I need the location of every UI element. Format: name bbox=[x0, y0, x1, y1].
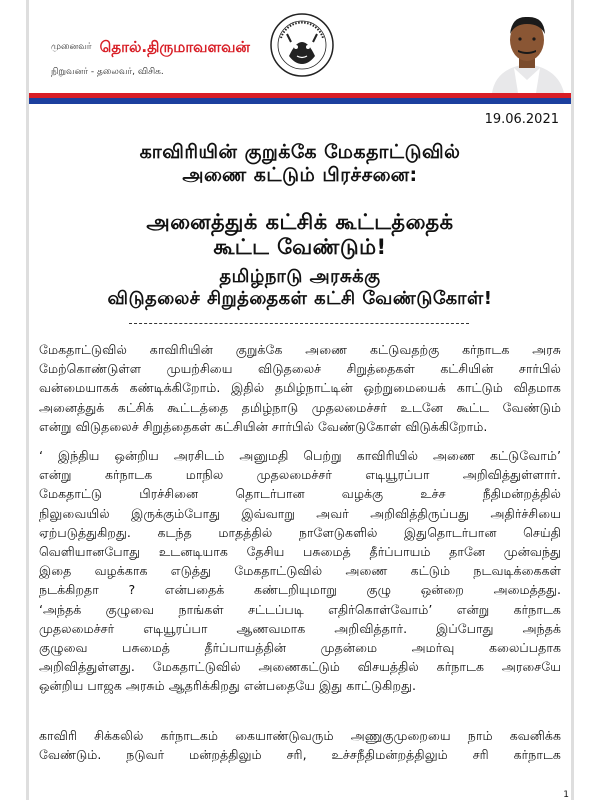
body-paragraph-2 bbox=[39, 446, 561, 695]
body-paragraph-3 bbox=[39, 726, 561, 764]
paragraph-line: வன்மையாகக் கண்டிக்கிறோம். இதில் தமிழ்நாட்டின் ஒற்றுமையைக் காட்டும் விதமாக bbox=[39, 380, 561, 396]
paragraph-line: ஏற்படுத்துகிறது. கடந்த மாதத்தில் நாளேடுகளில் இதுதொடர்பான செய்தி bbox=[39, 524, 561, 540]
headline-tertiary bbox=[29, 266, 571, 309]
letterhead-blue-stripe bbox=[29, 98, 571, 104]
letterhead-name-row bbox=[51, 37, 250, 58]
paragraph-line: ‘ இந்திய ஒன்றிய அரசிடம் அனுமதி பெற்று காவிரியில் அணை கட்டுவோம்’ bbox=[39, 448, 561, 463]
leader-name: தொல்.திருமாவளவன் bbox=[99, 37, 250, 56]
paragraph-line: இதை வழக்காக எடுத்து மேகதாட்டுவில் அணை கட்டும் நடவடிக்கைகள் bbox=[39, 563, 561, 579]
release-date: 19.06.2021 bbox=[484, 112, 559, 127]
party-emblem-icon bbox=[269, 12, 335, 78]
headline-primary bbox=[29, 141, 571, 187]
headline-tertiary-line-2: விடுதலைச் சிறுத்தைகள் கட்சி வேண்டுகோள்! bbox=[107, 287, 493, 309]
body-paragraph-1 bbox=[39, 340, 561, 436]
headline-secondary-line-1: அனைத்துக் கட்சிக் கூட்டத்தைக் bbox=[146, 210, 454, 234]
paragraph-line: அறிவித்துள்ளது. மேகதாட்டுவில் அணைகட்டும் விசயத்தில் கர்நாடக அரசையே bbox=[39, 659, 561, 675]
page-number: 1 bbox=[563, 790, 569, 800]
leader-portrait-icon bbox=[484, 6, 571, 93]
headline-tertiary-line-1: தமிழ்நாடு அரசுக்கு bbox=[219, 266, 381, 287]
paragraph-line: காவிரி சிக்கலில் கர்நாடகம் கையாண்டுவரும் அணுகுமுறையை நாம் கவனிக்க bbox=[39, 728, 561, 743]
page-frame-right bbox=[571, 0, 574, 800]
paragraph-line: என்று விடுதலைச் சிறுத்தைகள் கட்சியின் சார்பில் வேண்டுகோள் விடுக்கிறோம். bbox=[39, 418, 488, 434]
paragraph-line: நிலுவையில் இருக்கும்போது இவ்வாறு அவர் அறிவித்திருப்பது அதிர்ச்சியை bbox=[39, 505, 561, 521]
paragraph-line: மேற்கொண்டுள்ள முயற்சியை விடுதலைச் சிறுத்தைகள் கட்சியின் சார்பில் bbox=[39, 361, 561, 377]
letterhead bbox=[29, 4, 571, 96]
headline-secondary-line-2: கூட்ட வேண்டும்! bbox=[213, 235, 387, 260]
press-release-page bbox=[29, 4, 571, 800]
paragraph-line: ‘அந்தக் குழுவை நாங்கள் சட்டப்படி எதிர்கொள்வோம்’ என்று கர்நாடக bbox=[39, 601, 561, 617]
paragraph-line: மேகதாட்டுவில் காவிரியின் குறுக்கே அணை கட்டுவதற்கு கர்நாடக அரசு bbox=[39, 342, 561, 357]
dashed-divider bbox=[129, 323, 469, 324]
paragraph-line: முதலமைச்சர் எடியூரப்பா ஆணவமாக அறிவித்தார். இப்போது அந்தக் bbox=[39, 620, 561, 636]
paragraph-line: அனைத்துக் கட்சிக் கூட்டத்தை தமிழ்நாடு முதலமைச்சர் உடனே கூட்ட வேண்டும் bbox=[39, 399, 561, 415]
paragraph-line: மேகதாட்டு பிரச்சினை தொடர்பான வழக்கு உச்ச நீதிமன்றத்தில் bbox=[39, 486, 561, 502]
paragraph-line: என்று கர்நாடக மாநில முதலமைச்சர் எடியூரப்பா அறிவித்துள்ளார். bbox=[39, 467, 561, 483]
headline-primary-line-1: காவிரியின் குறுக்கே மேகதாட்டுவில் bbox=[139, 141, 461, 163]
paragraph-line: நடக்கிறதா ? என்பதைக் கண்டறியுமாறு குழு ஒன்றை அமைத்தது. bbox=[39, 582, 561, 598]
leader-role: நிறுவனர் - தலைவர், விசிக. bbox=[51, 67, 164, 77]
paragraph-line: வேண்டும். நடுவர் மன்றத்திலும் சரி, உச்சநீதிமன்றத்திலும் சரி கர்நாடக bbox=[39, 747, 561, 763]
headline-primary-line-2: அணை கட்டும் பிரச்சனை: bbox=[182, 163, 418, 186]
paragraph-line: வெளியானபோது உடனடியாக தேசிய பசுமைத் தீர்ப்பாயம் தானே முன்வந்து bbox=[39, 543, 561, 559]
name-prefix: முனைவர் bbox=[51, 42, 92, 52]
headline-secondary bbox=[29, 210, 571, 260]
paragraph-line: ஒன்றிய பாஜக அரசும் ஆதரிக்கிறது என்பதையே இது காட்டுகிறது. bbox=[39, 678, 416, 694]
paragraph-line: குழுவை பசுமைத் தீர்ப்பாயத்தின் முதன்மை அமர்வு கலைப்பதாக bbox=[39, 639, 561, 655]
